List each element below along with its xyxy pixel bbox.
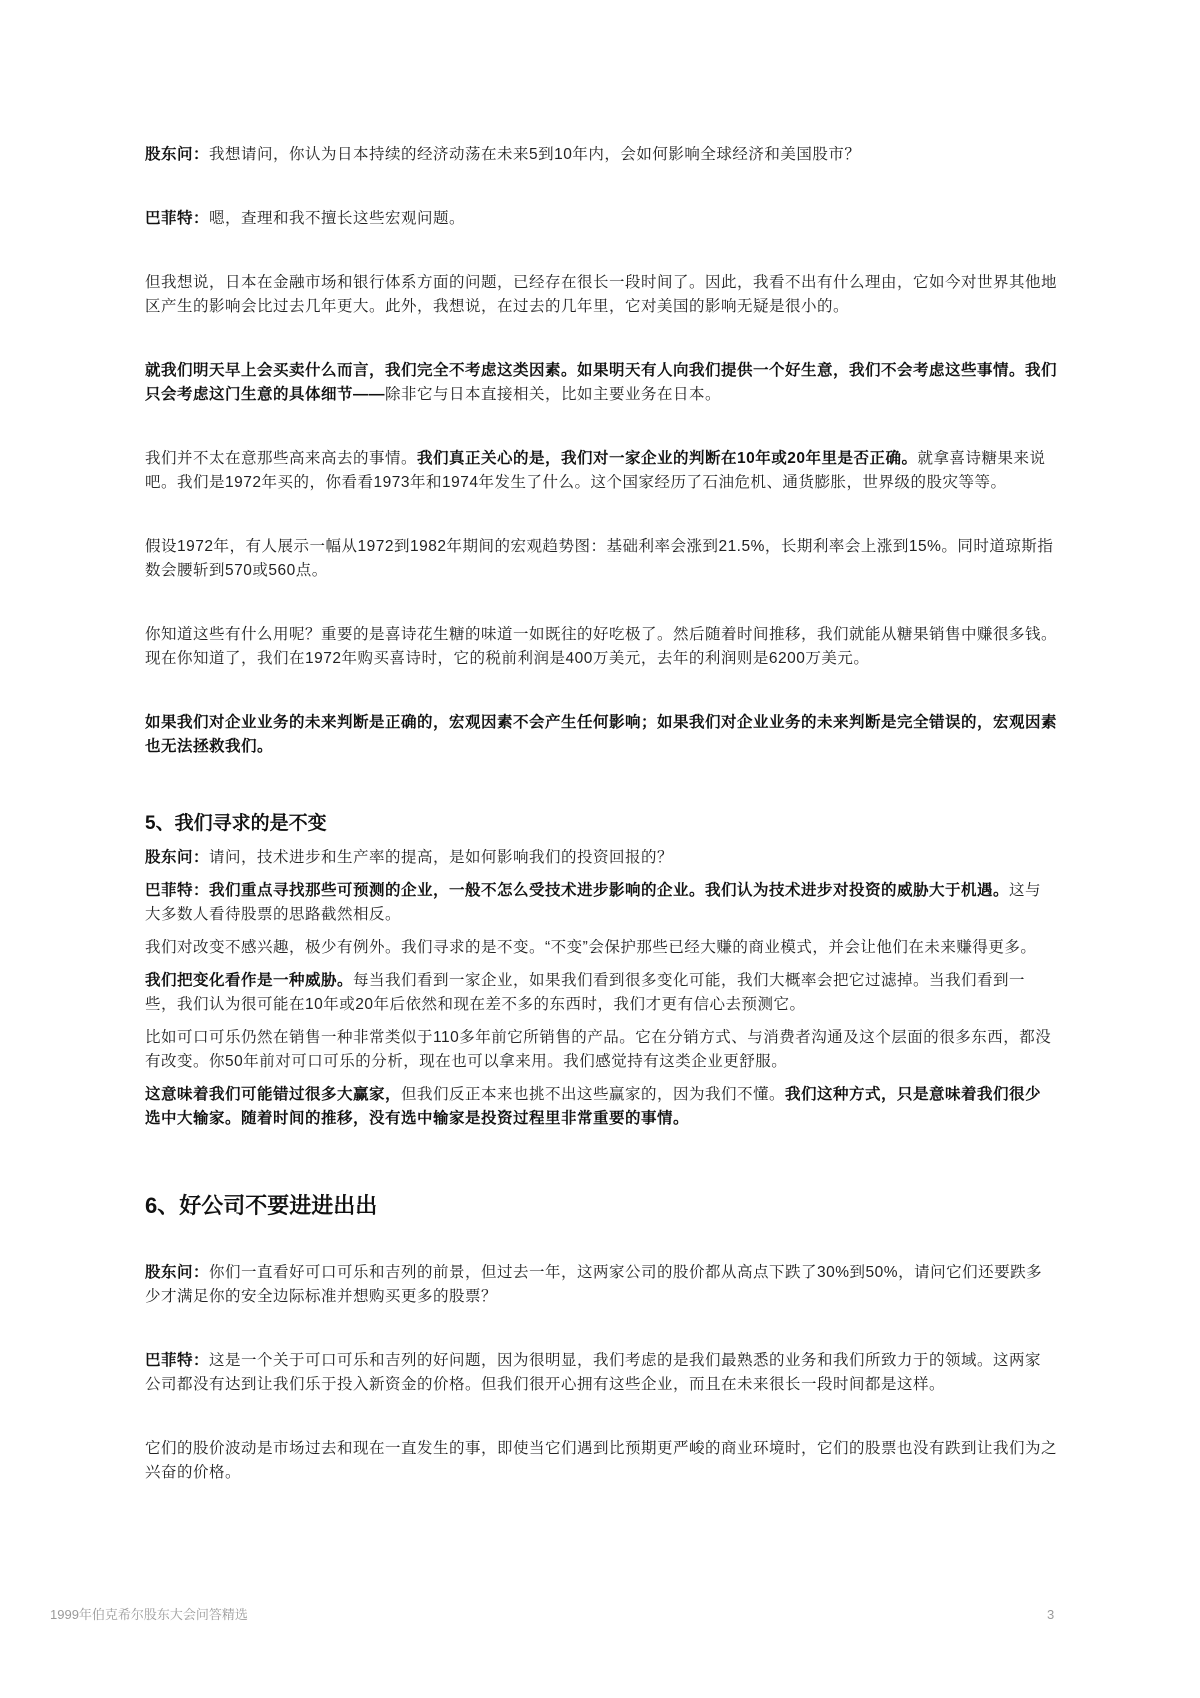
bold-text-run: 股东问： xyxy=(145,849,210,866)
paragraph xyxy=(145,879,1057,927)
bold-text-run: 我们这种方式，只是意味着我们很少选中大输家。随着时间的推移，没有选中输家是投资过程里非常重要的事情。 xyxy=(145,1086,1042,1127)
paragraph xyxy=(145,1437,1057,1485)
bold-text-run: 巴菲特：我们重点寻找那些可预测的企业，一般不怎么受技术进步影响的企业。我们认为技术进步对投资的威胁大于机遇。 xyxy=(145,882,1010,899)
text-run: 就拿喜诗糖果来说吧。我们是1972年买的，你看看1973年和1974年发生了什么。这个国家经历了石油危机、通货膨胀，世界级的股灾等等。 xyxy=(145,450,1046,491)
text-run: 请问，技术进步和生产率的提高，是如何影响我们的投资回报的？ xyxy=(209,849,674,866)
paragraph xyxy=(145,1261,1057,1309)
bold-text-run: 巴菲特： xyxy=(145,210,210,227)
paragraph xyxy=(145,447,1057,495)
paragraph xyxy=(145,623,1057,671)
text-run: 我们并不太在意那些高来高去的事情。 xyxy=(145,450,418,467)
paragraph xyxy=(145,969,1057,1017)
document-page xyxy=(145,143,1057,1485)
text-run: 我想请问，你认为日本持续的经济动荡在未来5到10年内，会如何影响全球经济和美国股市？ xyxy=(209,146,861,163)
bold-text-run: 就我们明天早上会买卖什么而言，我们完全不考虑这类因素。如果明天有人向我们提供一个好生意，我们不会考虑这些事情。我们只会考虑这门生意的具体细节—— xyxy=(145,362,1058,403)
text-run: 但我们反正本来也挑不出这些赢家的，因为我们不懂。 xyxy=(401,1086,786,1103)
paragraph xyxy=(145,271,1057,319)
text-run: 我们对改变不感兴趣，极少有例外。我们寻求的是不变。“不变”会保护那些已经大赚的商业模式，并会让他们在未来赚得更多。 xyxy=(145,939,1037,956)
bold-text-run: 股东问： xyxy=(145,146,210,163)
page-number: 3 xyxy=(1047,1607,1055,1622)
text-run: 你们一直看好可口可乐和吉列的前景，但过去一年，这两家公司的股价都从高点下跌了30%到50%，请问它们还要跌多少才满足你的安全边际标准并想购买更多的股票？ xyxy=(145,1264,1043,1305)
section-heading-6: 6、好公司不要进进出出 xyxy=(145,1193,378,1218)
text-run: 比如可口可乐仍然在销售一种非常类似于110多年前它所销售的产品。它在分销方式、与消费者沟通及这个层面的很多东西，都没有改变。你50年前对可口可乐的分析，现在也可以拿来用。我们感觉持有这类企业更舒服。 xyxy=(145,1029,1052,1070)
text-run: 假设1972年，有人展示一幅从1972到1982年期间的宏观趋势图：基础利率会涨到21.5%，长期利率会上涨到15%。同时道琼斯指数会腰斩到570或560点。 xyxy=(145,538,1054,579)
text-run: 你知道这些有什么用呢？重要的是喜诗花生糖的味道一如既往的好吃极了。然后随着时间推移，我们就能从糖果销售中赚很多钱。现在你知道了，我们在1972年购买喜诗时，它的税前利润是400万美元，去年的利润则是6200万美元。 xyxy=(145,626,1058,667)
text-run: 除非它与日本直接相关，比如主要业务在日本。 xyxy=(385,386,722,403)
text-run: 但我想说，日本在金融市场和银行体系方面的问题，已经存在很长一段时间了。因此，我看不出有什么理由，它如今对世界其他地区产生的影响会比过去几年更大。此外，我想说，在过去的几年里，它对美国的影响无疑是很小的。 xyxy=(145,274,1058,315)
bold-text-run: 我们把变化看作是一种威胁。 xyxy=(145,972,354,989)
paragraph xyxy=(145,1083,1057,1131)
paragraph xyxy=(145,846,1057,870)
bold-text-run: 这意味着我们可能错过很多大赢家， xyxy=(145,1086,402,1103)
paragraph xyxy=(145,1349,1057,1397)
bold-text-run: 巴菲特： xyxy=(145,1352,210,1369)
text-run: 每当我们看到一家企业，如果我们看到很多变化可能，我们大概率会把它过滤掉。当我们看到一些，我们认为很可能在10年或20年后依然和现在差不多的东西时，我们才更有信心去预测它。 xyxy=(145,972,1026,1013)
paragraph xyxy=(145,936,1057,960)
bold-text-run: 我们真正关心的是，我们对一家企业的判断在10年或20年里是否正确。 xyxy=(417,450,918,467)
bold-text-run: 如果我们对企业业务的未来判断是正确的，宏观因素不会产生任何影响；如果我们对企业业务的未来判断是完全错误的，宏观因素也无法拯救我们。 xyxy=(145,714,1058,755)
paragraph xyxy=(145,1026,1057,1074)
text-run: 这是一个关于可口可乐和吉列的好问题，因为很明显，我们考虑的是我们最熟悉的业务和我们所致力于的领域。这两家公司都没有达到让我们乐于投入新资金的价格。但我们很开心拥有这些企业，而且在未来很长一段时间都是这样。 xyxy=(145,1352,1042,1393)
bold-text-run: 股东问： xyxy=(145,1264,210,1281)
paragraph xyxy=(145,359,1057,407)
footer-title: 1999年伯克希尔股东大会问答精选 xyxy=(50,1607,248,1622)
text-run: 它们的股价波动是市场过去和现在一直发生的事，即使当它们遇到比预期更严峻的商业环境时，它们的股票也没有跌到让我们为之兴奋的价格。 xyxy=(145,1440,1058,1481)
text-run: 嗯，查理和我不擅长这些宏观问题。 xyxy=(209,210,466,227)
paragraph xyxy=(145,535,1057,583)
paragraph xyxy=(145,207,1057,231)
paragraph xyxy=(145,711,1057,759)
paragraph xyxy=(145,143,1057,167)
text-run: 这与大多数人看待股票的思路截然相反。 xyxy=(145,882,1042,923)
section-heading-5: 5、我们寻求的是不变 xyxy=(145,813,327,834)
